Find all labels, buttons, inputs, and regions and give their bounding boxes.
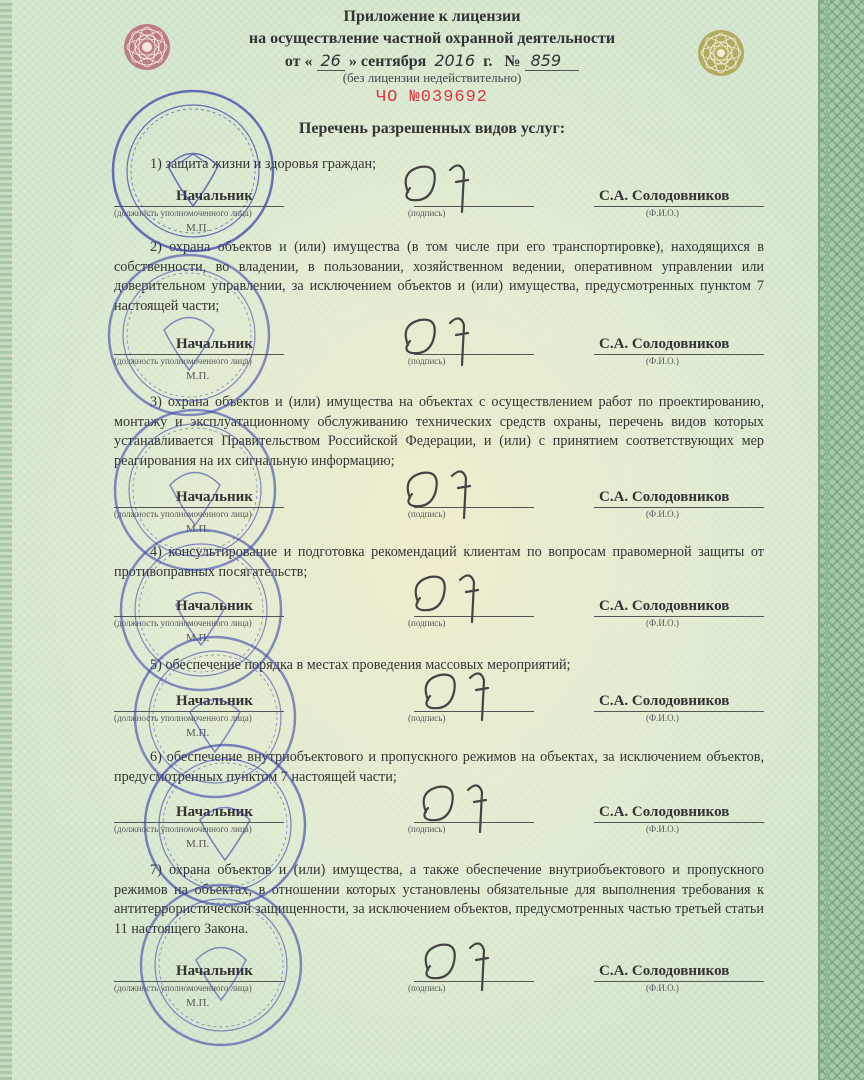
signature-line (414, 981, 534, 982)
signer-name: С.А. Солодовников (599, 598, 730, 614)
header-title: Приложение к лицензии (343, 8, 521, 25)
signature-caption: (подпись) (408, 208, 446, 218)
service-item-1: 1) защита жизни и здоровья граждан; (150, 156, 377, 172)
signature-row-1 (114, 188, 774, 234)
signature-line (414, 206, 534, 207)
name-caption: (Ф.И.О.) (646, 618, 679, 628)
name-line (594, 507, 764, 508)
position-caption: (должность уполномоченного лица) (114, 208, 252, 218)
decorative-guilloche-border (818, 0, 864, 1080)
signer-position: Начальник (176, 598, 253, 614)
date-year: 2016 (434, 51, 476, 70)
name-caption: (Ф.И.О.) (646, 208, 679, 218)
signer-position: Начальник (176, 693, 253, 709)
date-prefix: от « (284, 53, 313, 70)
service-item-2: 2) охрана объектов и (или) имущества (в том числе при его транспортировке), находящихся в собственности, во владении, в пользовании, хозяйственном ведении, оперативном управлении или доверительном управлении, за исключением объектов и (или) имущества, предусмотренных пунктом 7 настоящей части; (114, 239, 764, 314)
number-sign: № (504, 53, 521, 70)
seal-place-caption: М.П. (186, 727, 210, 739)
signature-line (414, 616, 534, 617)
name-line (594, 354, 764, 355)
signature-caption: (подпись) (408, 824, 446, 834)
year-suffix: г. (483, 53, 493, 70)
left-paper-edge (0, 0, 12, 1080)
position-line (114, 822, 284, 823)
signature-row-7 (114, 963, 774, 1009)
signer-position: Начальник (176, 188, 253, 204)
signature-caption: (подпись) (408, 983, 446, 993)
signature-caption: (подпись) (408, 509, 446, 519)
signature-caption: (подпись) (408, 356, 446, 366)
seal-place-caption: М.П. (186, 222, 210, 234)
service-item-6: 6) обеспечение внутриобъектового и пропускного режимов на объектах, за исключением объектов, предусмотренных пунктом 7 настоящей части; (114, 749, 764, 785)
position-caption: (должность уполномоченного лица) (114, 509, 252, 519)
position-caption: (должность уполномоченного лица) (114, 356, 252, 366)
position-line (114, 711, 284, 712)
signer-name: С.А. Солодовников (599, 336, 730, 352)
position-line (114, 616, 284, 617)
position-caption: (должность уполномоченного лица) (114, 983, 252, 993)
name-caption: (Ф.И.О.) (646, 983, 679, 993)
seal-place-caption: М.П. (186, 370, 210, 382)
signer-position: Начальник (176, 963, 253, 979)
seal-place-caption: М.П. (186, 838, 210, 850)
signature-line (414, 507, 534, 508)
signer-position: Начальник (176, 804, 253, 820)
license-number: 859 (525, 51, 580, 71)
signature-row-2 (114, 336, 774, 382)
name-caption: (Ф.И.О.) (646, 356, 679, 366)
signature-row-3 (114, 489, 774, 535)
signer-name: С.А. Солодовников (599, 963, 730, 979)
signature-row-5 (114, 693, 774, 739)
service-item-4: 4) консультирование и подготовка рекомендаций клиентам по вопросам правомерной защиты от противоправных посягательств; (114, 544, 764, 580)
position-line (114, 981, 284, 982)
signature-row-4 (114, 598, 774, 644)
signature-caption: (подпись) (408, 713, 446, 723)
signer-name: С.А. Солодовников (599, 188, 730, 204)
position-line (114, 354, 284, 355)
signature-row-6 (114, 804, 774, 850)
seal-place-caption: М.П. (186, 523, 210, 535)
header-subtitle: на осуществление частной охранной деятельности (248, 30, 616, 47)
services-list-title: Перечень разрешенных видов услуг: (298, 120, 566, 137)
signature-caption: (подпись) (408, 618, 446, 628)
seal-place-caption: М.П. (186, 997, 210, 1009)
signer-name: С.А. Солодовников (599, 693, 730, 709)
name-caption: (Ф.И.О.) (646, 713, 679, 723)
date-day: 26 (317, 51, 345, 71)
signature-line (414, 354, 534, 355)
name-line (594, 981, 764, 982)
seal-place-caption: М.П. (186, 632, 210, 644)
name-caption: (Ф.И.О.) (646, 509, 679, 519)
position-caption: (должность уполномоченного лица) (114, 713, 252, 723)
service-item-3: 3) охрана объектов и (или) имущества на объектах с осуществлением работ по проектированию, монтажу и эксплуатационному обслуживанию технических средств охраны, перечень видов которых устанавливается Правительством Российской Федерации, и (или) с принятием соответствующих мер реагирования на их сигнальную информацию; (114, 394, 764, 469)
service-item-7: 7) охрана объектов и (или) имущества, а также обеспечение внутриобъектового и пропускного режимов на объектах, в отношении которых установлены обязательные для выполнения требования к антитеррористической защищенности, за исключением объектов, предусмотренных частью третьей статьи 11 настоящего Закона. (114, 862, 764, 937)
validity-note: (без лицензии недействительно) (342, 70, 522, 85)
name-line (594, 711, 764, 712)
name-line (594, 822, 764, 823)
position-caption: (должность уполномоченного лица) (114, 618, 252, 628)
service-item-5: 5) обеспечение порядка в местах проведения массовых мероприятий; (150, 657, 571, 673)
header-date-line (0, 51, 864, 71)
signature-line (414, 822, 534, 823)
name-line (594, 206, 764, 207)
signer-name: С.А. Солодовников (599, 489, 730, 505)
signature-line (414, 711, 534, 712)
signer-position: Начальник (176, 336, 253, 352)
position-line (114, 507, 284, 508)
date-month: » сентября (348, 53, 427, 70)
signer-name: С.А. Солодовников (599, 804, 730, 820)
position-caption: (должность уполномоченного лица) (114, 824, 252, 834)
name-line (594, 616, 764, 617)
signer-position: Начальник (176, 489, 253, 505)
form-serial-number: ЧО №039692 (375, 88, 489, 107)
name-caption: (Ф.И.О.) (646, 824, 679, 834)
position-line (114, 206, 284, 207)
